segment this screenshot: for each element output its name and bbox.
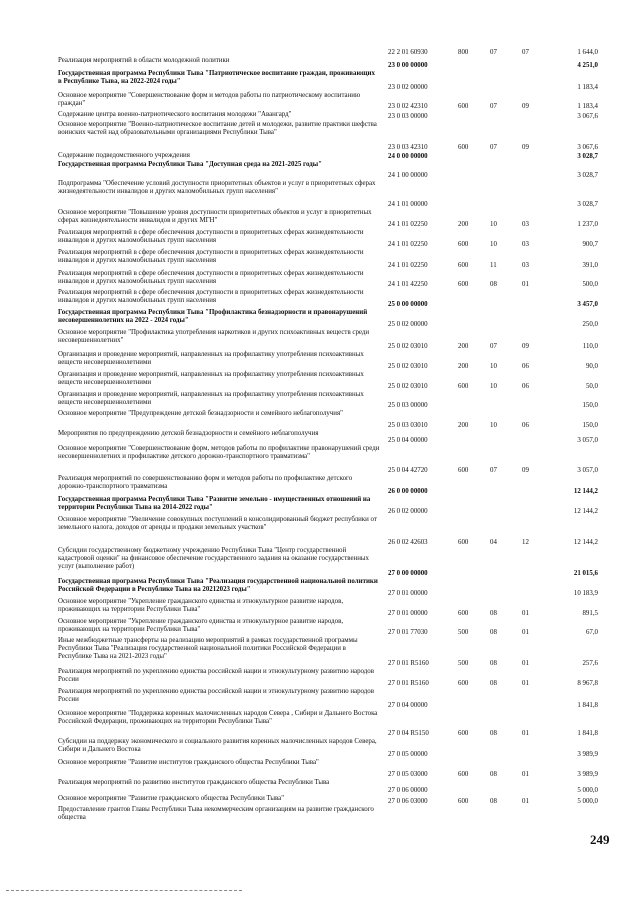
row-code: 25 0 00 00000 <box>388 300 428 308</box>
row-section: 10 <box>490 240 497 248</box>
row-name: Организация и проведение мероприятий, направленных на профилактику употребления психоактивных веществ несовершеннолетними <box>58 351 364 367</box>
row-amount: 3 028,7 <box>577 152 598 160</box>
row-name: Реализация мероприятий в сфере обеспечения доступности в приоритетных сферах жизнедеятельности инвалидов и других маломобильных групп населения <box>58 289 364 305</box>
row-name: Реализация мероприятий в сфере обеспечения доступности в приоритетных сферах жизнедеятельности инвалидов и других маломобильных групп населения <box>58 249 364 265</box>
row-name: Государственная программа Республики Тыва "Патриотическое воспитание граждан, проживающих в Республике Тыва, на 2022-2024 годы" <box>58 70 375 86</box>
row-subsection: 01 <box>522 280 529 288</box>
row-amount: 50,0 <box>585 382 598 390</box>
row-code: 25 0 03 00000 <box>388 401 428 409</box>
row-section: 04 <box>490 538 497 546</box>
row-code: 26 0 00 00000 <box>388 487 428 495</box>
row-amount: 67,0 <box>585 628 598 636</box>
row-name: Организация и проведение мероприятий, направленных на профилактику употребления психоактивных веществ несовершеннолетними <box>58 391 364 407</box>
row-expense-type: 500 <box>458 659 469 667</box>
row-code: 22 2 01 60930 <box>388 48 428 56</box>
row-code: 24 1 01 00000 <box>388 200 428 208</box>
row-code: 25 0 04 42720 <box>388 466 428 474</box>
row-amount: 500,0 <box>582 280 598 288</box>
row-expense-type: 600 <box>458 261 469 269</box>
row-code: 25 0 02 03010 <box>388 342 428 350</box>
row-amount: 3 057,0 <box>577 466 598 474</box>
row-name: Реализация мероприятий по укреплению единства российской нации и этнокультурному развитию народов России <box>58 688 374 704</box>
row-amount: 1 183,4 <box>577 83 598 91</box>
row-code: 27 0 00 00000 <box>388 569 428 577</box>
row-amount: 3 067,6 <box>577 112 598 120</box>
row-expense-type: 600 <box>458 679 469 687</box>
row-amount: 110,0 <box>582 342 598 350</box>
row-section: 10 <box>490 362 497 370</box>
row-amount: 3 057,0 <box>577 436 598 444</box>
row-expense-type: 600 <box>458 280 469 288</box>
row-subsection: 09 <box>522 466 529 474</box>
row-subsection: 09 <box>522 143 529 151</box>
row-name: Основное мероприятие "Совершенствование форм и методов работы по патриотическому воспитанию граждан" <box>58 92 361 108</box>
row-expense-type: 200 <box>458 342 469 350</box>
row-section: 10 <box>490 421 497 429</box>
row-name: Реализация мероприятий по развитию институтов гражданского общества Республики Тыва <box>58 779 330 786</box>
row-amount: 3 989,9 <box>577 770 598 778</box>
row-amount: 5 000,0 <box>577 797 598 805</box>
row-amount: 90,0 <box>585 362 598 370</box>
row-section: 08 <box>490 628 497 636</box>
row-expense-type: 600 <box>458 382 469 390</box>
row-amount: 3 028,7 <box>577 200 598 208</box>
row-amount: 3 989,9 <box>577 750 598 758</box>
row-section: 07 <box>490 342 497 350</box>
row-expense-type: 600 <box>458 609 469 617</box>
row-amount: 1 644,0 <box>577 48 598 56</box>
row-name: Субсидии на поддержку экономического и социального развития коренных малочисленных народов Севера, Сибири и Дальнего Востока <box>58 738 377 754</box>
row-name: Реализация мероприятий в сфере обеспечения доступности в приоритетных сферах жизнедеятельности инвалидов и других маломобильных групп населения <box>58 229 364 245</box>
row-name: Государственная программа Республики Тыва "Профилактика безнадзорности и правонарушений несовершеннолетних на 2022 - 2024 годы" <box>58 309 368 325</box>
row-code: 25 0 04 00000 <box>388 436 428 444</box>
row-amount: 1 841,8 <box>577 729 598 737</box>
row-amount: 3 067,6 <box>577 143 598 151</box>
row-expense-type: 600 <box>458 143 469 151</box>
row-amount: 12 144,2 <box>573 507 598 515</box>
row-section: 07 <box>490 466 497 474</box>
row-amount: 257,6 <box>582 659 598 667</box>
row-amount: 150,0 <box>582 421 598 429</box>
row-code: 27 0 04 R5150 <box>388 729 429 737</box>
row-code: 26 0 02 42603 <box>388 538 428 546</box>
row-subsection: 09 <box>522 342 529 350</box>
row-code: 27 0 01 00000 <box>388 609 428 617</box>
row-name: Основное мероприятие "Развитие гражданского общества Республики Тыва" <box>58 795 285 802</box>
bottom-rule <box>6 890 242 891</box>
row-expense-type: 600 <box>458 538 469 546</box>
row-code: 23 0 03 00000 <box>388 112 428 120</box>
row-amount: 5 000,0 <box>577 786 598 794</box>
row-amount: 891,5 <box>582 609 598 617</box>
row-name: Государственная программа Республики Тыва "Реализация государственной национальной политики Российской Федерации в Республике Тыва на 20212023 годы" <box>58 578 378 594</box>
row-name: Иные межбюджетные трансферты на реализацию мероприятий в рамках государственной программы Республики Тыва "Реализация государственной национальной политики Российской Федерации в Республике Тыва на 2021-2023 годы" <box>58 637 358 661</box>
row-name: Предоставление грантов Главы Республики Тыва некоммерческим организациям на развитие гражданского общества <box>58 806 374 822</box>
row-section: 07 <box>490 143 497 151</box>
row-expense-type: 800 <box>458 48 469 56</box>
row-amount: 3 457,0 <box>577 300 598 308</box>
row-section: 08 <box>490 679 497 687</box>
row-name: Субсидии государственному бюджетному учреждению Республики Тыва "Центр государственной кадастровой оценки" на финансовое обеспечение государственного задания на оказание государственных услуг (выполнение работ) <box>58 547 369 571</box>
row-amount: 150,0 <box>582 401 598 409</box>
row-section: 10 <box>490 382 497 390</box>
row-expense-type: 600 <box>458 102 469 110</box>
row-expense-type: 200 <box>458 421 469 429</box>
row-section: 10 <box>490 220 497 228</box>
row-code: 23 0 02 00000 <box>388 83 428 91</box>
row-code: 24 1 01 42250 <box>388 280 428 288</box>
row-expense-type: 600 <box>458 797 469 805</box>
row-name: Организация и проведение мероприятий, направленных на профилактику употребления психоактивных веществ несовершеннолетними <box>58 371 364 387</box>
row-section: 08 <box>490 770 497 778</box>
row-code: 23 0 03 42310 <box>388 143 428 151</box>
row-section: 08 <box>490 659 497 667</box>
row-subsection: 01 <box>522 770 529 778</box>
row-name: Реализация мероприятий по совершенствованию форм и методов работы по профилактике детского дорожно-транспортного травматизма <box>58 475 353 491</box>
row-code: 24 0 00 00000 <box>388 152 428 160</box>
row-amount: 10 183,9 <box>573 589 598 597</box>
row-amount: 12 144,2 <box>573 538 598 546</box>
row-expense-type: 200 <box>458 362 469 370</box>
row-name: Основное мероприятие "Предупреждение детской безнадзорности и семейного неблагополучия" <box>58 410 343 417</box>
row-code: 25 0 03 03010 <box>388 421 428 429</box>
row-amount: 391,0 <box>582 261 598 269</box>
row-name: Реализация мероприятий в сфере обеспечения доступности в приоритетных сферах жизнедеятельности инвалидов и других маломобильных групп населения <box>58 270 364 286</box>
row-subsection: 01 <box>522 609 529 617</box>
row-section: 07 <box>490 48 497 56</box>
row-amount: 8 967,8 <box>577 679 598 687</box>
row-subsection: 06 <box>522 421 529 429</box>
row-name: Основное мероприятие "Военно-патриотическое воспитание детей и молодежи, развитие практики шефства воинских частей над образовательными организациями Республики Тыва" <box>58 121 377 137</box>
row-section: 07 <box>490 102 497 110</box>
row-name: Подпрограмма "Обеспечение условий доступности приоритетных объектов и услуг в приоритетных сферах жизнедеятельности инвалидов и других маломобильных групп населения" <box>58 180 376 196</box>
row-code: 24 1 01 02250 <box>388 220 428 228</box>
row-subsection: 03 <box>522 240 529 248</box>
row-code: 27 0 04 00000 <box>388 701 428 709</box>
row-name: Основное мероприятие "Совершенствование форм, методов работы по профилактике правонарушений среди несовершеннолетних и профилактике детского дорожно-транспортного травматизма" <box>58 445 380 461</box>
row-code: 27 0 05 00000 <box>388 750 428 758</box>
row-section: 08 <box>490 280 497 288</box>
row-name: Содержание центра военно-патриотического воспитания молодежи "Авангард" <box>58 111 292 118</box>
row-subsection: 03 <box>522 220 529 228</box>
row-code: 27 0 01 R5160 <box>388 659 429 667</box>
row-subsection: 01 <box>522 679 529 687</box>
row-code: 24 1 01 02250 <box>388 261 428 269</box>
row-name: Основное мероприятие "Профилактика употребления наркотиков и других психоактивных веществ среди несовершеннолетних" <box>58 329 370 345</box>
row-amount: 1 237,0 <box>577 220 598 228</box>
row-subsection: 01 <box>522 797 529 805</box>
row-amount: 21 015,6 <box>573 569 598 577</box>
row-subsection: 12 <box>522 538 529 546</box>
row-name: Основное мероприятие "Укрепление гражданского единства и этнокультурное развитие народов, проживающих на территории Республики Тыва" <box>58 618 344 634</box>
row-amount: 4 251,0 <box>577 61 598 69</box>
row-code: 25 0 02 00000 <box>388 320 428 328</box>
row-expense-type: 600 <box>458 729 469 737</box>
row-code: 25 0 02 03010 <box>388 362 428 370</box>
row-expense-type: 600 <box>458 466 469 474</box>
row-section: 08 <box>490 797 497 805</box>
row-name: Основное мероприятие "Укрепление гражданского единства и этнокультурное развитие народов, проживающих на территории Республики Тыва" <box>58 598 344 614</box>
row-code: 25 0 02 03010 <box>388 382 428 390</box>
row-name: Государственная программа Республики Тыва "Доступная среда на 2021-2025 годы" <box>58 161 322 168</box>
row-subsection: 07 <box>522 48 529 56</box>
row-code: 27 0 01 R5160 <box>388 679 429 687</box>
row-subsection: 06 <box>522 382 529 390</box>
row-subsection: 09 <box>522 102 529 110</box>
row-expense-type: 500 <box>458 628 469 636</box>
row-amount: 1 183,4 <box>577 102 598 110</box>
row-amount: 12 144,2 <box>573 487 598 495</box>
row-amount: 3 028,7 <box>577 171 598 179</box>
row-subsection: 01 <box>522 628 529 636</box>
row-code: 27 0 05 03000 <box>388 770 428 778</box>
row-subsection: 03 <box>522 261 529 269</box>
row-name: Основное мероприятие "Повышение уровня доступности приоритетных объектов и услуг в приоритетных сферах жизнедеятельности инвалидов и других МГН" <box>58 209 372 225</box>
row-code: 26 0 02 00000 <box>388 507 428 515</box>
row-expense-type: 600 <box>458 240 469 248</box>
row-subsection: 06 <box>522 362 529 370</box>
row-code: 24 1 00 00000 <box>388 171 428 179</box>
row-name: Содержание подведомственного учреждения <box>58 152 190 159</box>
row-amount: 1 841,8 <box>577 701 598 709</box>
row-name: Основное мероприятие "Развитие институтов гражданского общества Республики Тыва" <box>58 759 319 766</box>
row-section: 08 <box>490 729 497 737</box>
row-expense-type: 200 <box>458 220 469 228</box>
row-name: Реализация мероприятий по укреплению единства российской нации и этнокультурному развитию народов России <box>58 668 374 684</box>
row-amount: 250,0 <box>582 320 598 328</box>
row-code: 23 0 00 00000 <box>388 61 428 69</box>
row-name: Мероприятия по предупреждению детской безнадзорности и семейного неблагополучия <box>58 430 319 437</box>
row-code: 27 0 06 03000 <box>388 797 428 805</box>
row-code: 23 0 02 42310 <box>388 102 428 110</box>
row-expense-type: 600 <box>458 770 469 778</box>
page-number: 249 <box>590 832 610 847</box>
row-subsection: 01 <box>522 659 529 667</box>
row-name: Основное мероприятие "Увеличение совокупных поступлений в консолидированный бюджет республики от земельного налога, доходов от аренды и продажи земельных участков" <box>58 516 377 532</box>
row-name: Реализация мероприятий в области молодежной политики <box>58 57 230 64</box>
row-name: Государственная программа Республики Тыва "Развитие земельно - имущественных отношений на территории Республики Тыва на 2014-2022 годы" <box>58 496 371 512</box>
row-amount: 900,7 <box>582 240 598 248</box>
row-name: Основное мероприятие "Поддержка коренных малочисленных народов Севера , Сибири и Дальнего Востока Российской Федерации, проживающих на территории Республики Тыва" <box>58 710 378 726</box>
row-code: 24 1 01 02250 <box>388 240 428 248</box>
row-section: 11 <box>490 261 497 269</box>
row-code: 27 0 06 00000 <box>388 786 428 794</box>
row-code: 27 0 01 00000 <box>388 589 428 597</box>
row-section: 08 <box>490 609 497 617</box>
row-subsection: 01 <box>522 729 529 737</box>
row-code: 27 0 01 77030 <box>388 628 428 636</box>
